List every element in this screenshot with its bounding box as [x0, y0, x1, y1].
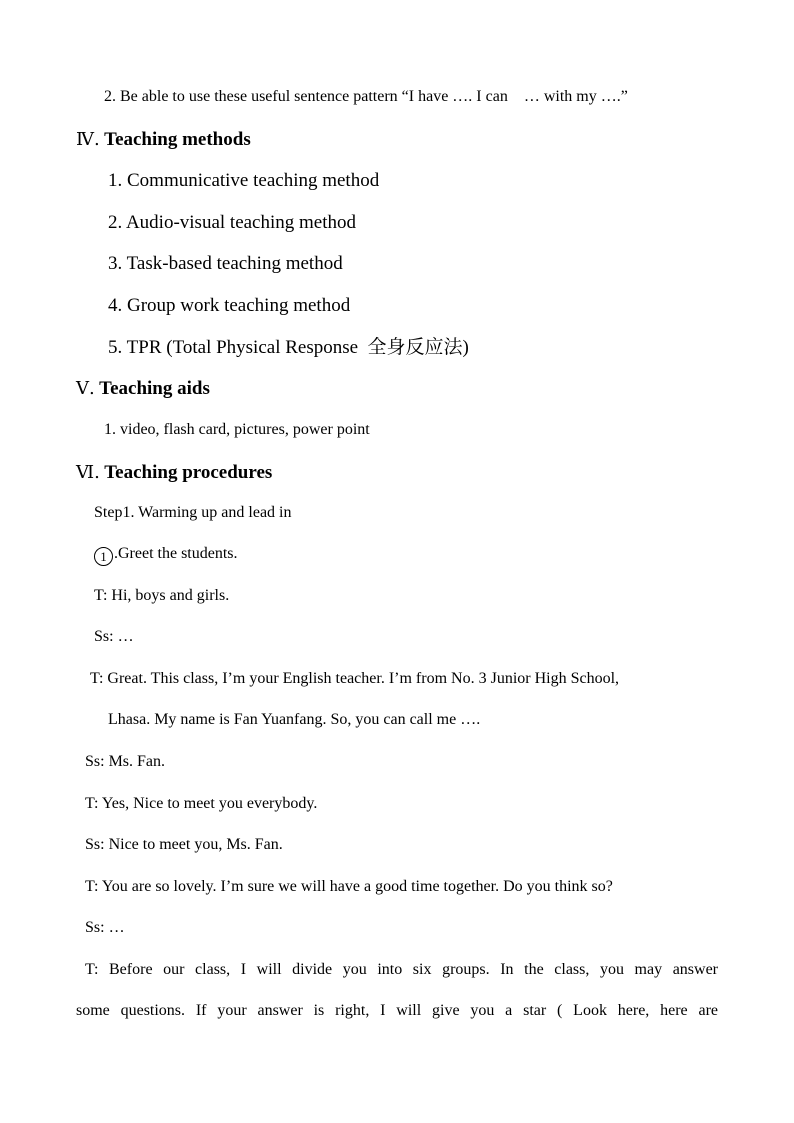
- dialogue-line: T: You are so lovely. I’m sure we will have a good time together. Do you think so?: [85, 878, 613, 895]
- section-title: Teaching procedures: [104, 462, 273, 483]
- dialogue-line: some questions. If your answer is right, I will give you a star ( Look here, here are: [76, 1002, 718, 1019]
- dialogue-line: Ss: Ms. Fan.: [85, 753, 166, 770]
- circled-number: 1: [94, 547, 113, 566]
- section-numeral: Ⅴ.: [76, 378, 95, 399]
- method-item: 1. Communicative teaching method: [108, 170, 380, 191]
- objective-item-2: 2. Be able to use these useful sentence pattern “I have …. I can … with my ….”: [104, 88, 628, 105]
- dialogue-line: T: Yes, Nice to meet you everybody.: [85, 795, 318, 812]
- method-item: 2. Audio-visual teaching method: [108, 212, 357, 233]
- section-heading-methods: [76, 130, 251, 149]
- section-title: Teaching methods: [104, 129, 251, 150]
- dialogue-line: T: Hi, boys and girls.: [94, 587, 230, 604]
- section-heading-aids: [76, 379, 210, 398]
- dialogue-line: Ss: …: [94, 628, 134, 645]
- dialogue-line: T: Great. This class, I’m your English teacher. I’m from No. 3 Junior High School,: [90, 670, 620, 687]
- section-numeral: Ⅵ.: [76, 462, 100, 483]
- method-item: 4. Group work teaching method: [108, 295, 351, 316]
- dialogue-line: Lhasa. My name is Fan Yuanfang. So, you can call me ….: [108, 711, 481, 728]
- method-item: 5. TPR (Total Physical Response 全身反应法): [108, 337, 469, 358]
- greet-line: [94, 546, 238, 566]
- dialogue-line: Ss: Nice to meet you, Ms. Fan.: [85, 836, 283, 853]
- section-title: Teaching aids: [99, 378, 210, 399]
- dialogue-line: Ss: …: [85, 919, 125, 936]
- dialogue-line: T: Before our class, I will divide you into six groups. In the class, you may answer: [85, 961, 718, 978]
- greet-text: .Greet the students.: [114, 545, 238, 562]
- section-heading-procedures: [76, 463, 272, 482]
- section-numeral: Ⅳ.: [76, 129, 100, 150]
- aids-item-1: 1. video, flash card, pictures, power point: [104, 421, 370, 438]
- method-item: 3. Task-based teaching method: [108, 253, 343, 274]
- step-heading: Step1. Warming up and lead in: [94, 504, 292, 521]
